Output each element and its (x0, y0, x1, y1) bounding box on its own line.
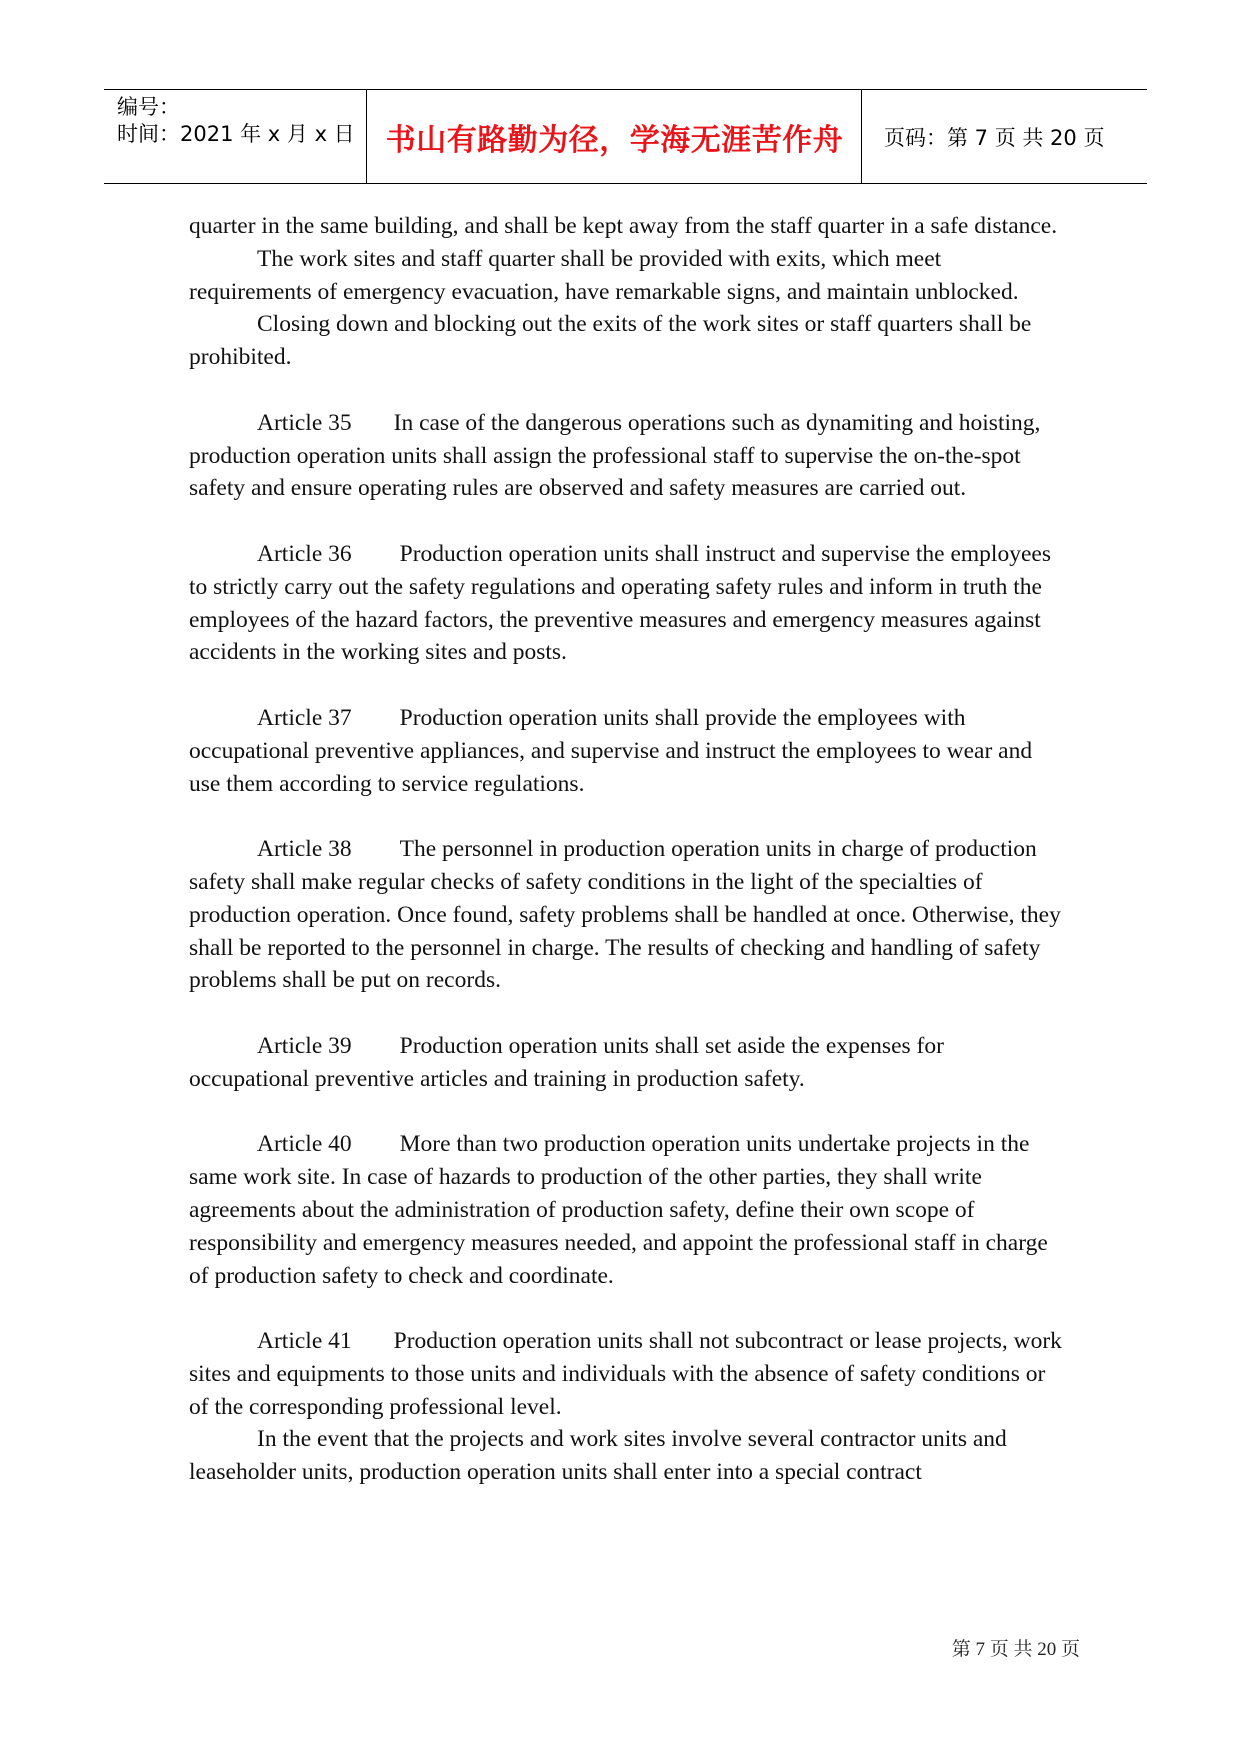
article-number: Article 39 (257, 1032, 352, 1059)
time-label: 时间：2021 年 x 月 x 日 (117, 122, 355, 146)
article-text: Production operation units shall set aside the expenses for occupational preventive articles and training in production safety. (189, 1032, 944, 1092)
article-36 (189, 538, 1069, 669)
paragraph-continued: quarter in the same building, and shall be kept away from the staff quarter in a safe distance. (189, 213, 1058, 239)
header-motto: 书山有路勤为径，学海无涯苦作舟 (385, 122, 844, 158)
article-number: Article 36 (257, 540, 352, 567)
article-number: Article 41 (257, 1328, 352, 1355)
article-number: Article 38 (257, 836, 352, 863)
header-page-number: 页码：第 7 页 共 20 页 (884, 125, 1105, 150)
header-divider-left (366, 90, 367, 183)
article-38 (189, 833, 1069, 997)
page-header (104, 89, 1147, 184)
article-text: Production operation units shall instruct and supervise the employees to strictly carry out the safety regulations and operating safety rules and inform in truth the employees of the hazard factors, the preventive measures and emergency measures against accidents in the working sites and posts. (189, 540, 1051, 666)
article-text: Production operation units shall provide the employees with occupational preventive appliances, and supervise and instruct the employees to wear and use them according to service regulations. (189, 704, 1033, 797)
article-text: Production operation units shall not subcontract or lease projects, work sites and equipments to those units and individuals with the absence of safety conditions or of the corresponding professional level. (189, 1328, 1062, 1420)
article-35 (189, 407, 1069, 505)
header-divider-right (861, 90, 862, 183)
paragraph-prohibition: Closing down and blocking out the exits of the work sites or staff quarters shall be prohibited. (189, 311, 1032, 371)
article-text: In case of the dangerous operations such as dynamiting and hoisting, production operation units shall assign the professional staff to supervise the on-the-spot safety and ensure operating rules are observed and safety measures are carried out. (189, 409, 1041, 502)
document-body (189, 210, 1069, 1489)
article-text: The personnel in production operation units in charge of production safety shall make regular checks of safety conditions in the light of the specialties of production operation. Once found, safety problems shall be handled at once. Otherwise, they shall be reported to the personnel in charge. The results of checking and handling of safety problems shall be put on records. (189, 836, 1061, 994)
article-number: Article 37 (257, 704, 352, 731)
serial-number-label: 编号： (117, 95, 180, 119)
article-40 (189, 1128, 1069, 1292)
paragraph-exits: The work sites and staff quarter shall be provided with exits, which meet requirements of emergency evacuation, have remarkable signs, and maintain unblocked. (189, 245, 1019, 305)
article-41 (189, 1325, 1069, 1423)
article-number: Article 35 (257, 409, 352, 436)
page-footer: 第 7 页 共 20 页 (951, 1639, 1080, 1660)
paragraph-contractors: In the event that the projects and work sites involve several contractor units and leaseholder units, production operation units shall enter into a special contract (189, 1426, 1007, 1486)
article-37 (189, 702, 1069, 800)
article-39 (189, 1030, 1069, 1096)
header-meta (117, 94, 362, 148)
article-number: Article 40 (257, 1131, 352, 1158)
article-text: More than two production operation units undertake projects in the same work site. In case of hazards to production of the other parties, they shall write agreements about the administration of production safety, define their own scope of responsibility and emergency measures needed, and appoint the professional staff in charge of production safety to check and coordinate. (189, 1131, 1048, 1289)
